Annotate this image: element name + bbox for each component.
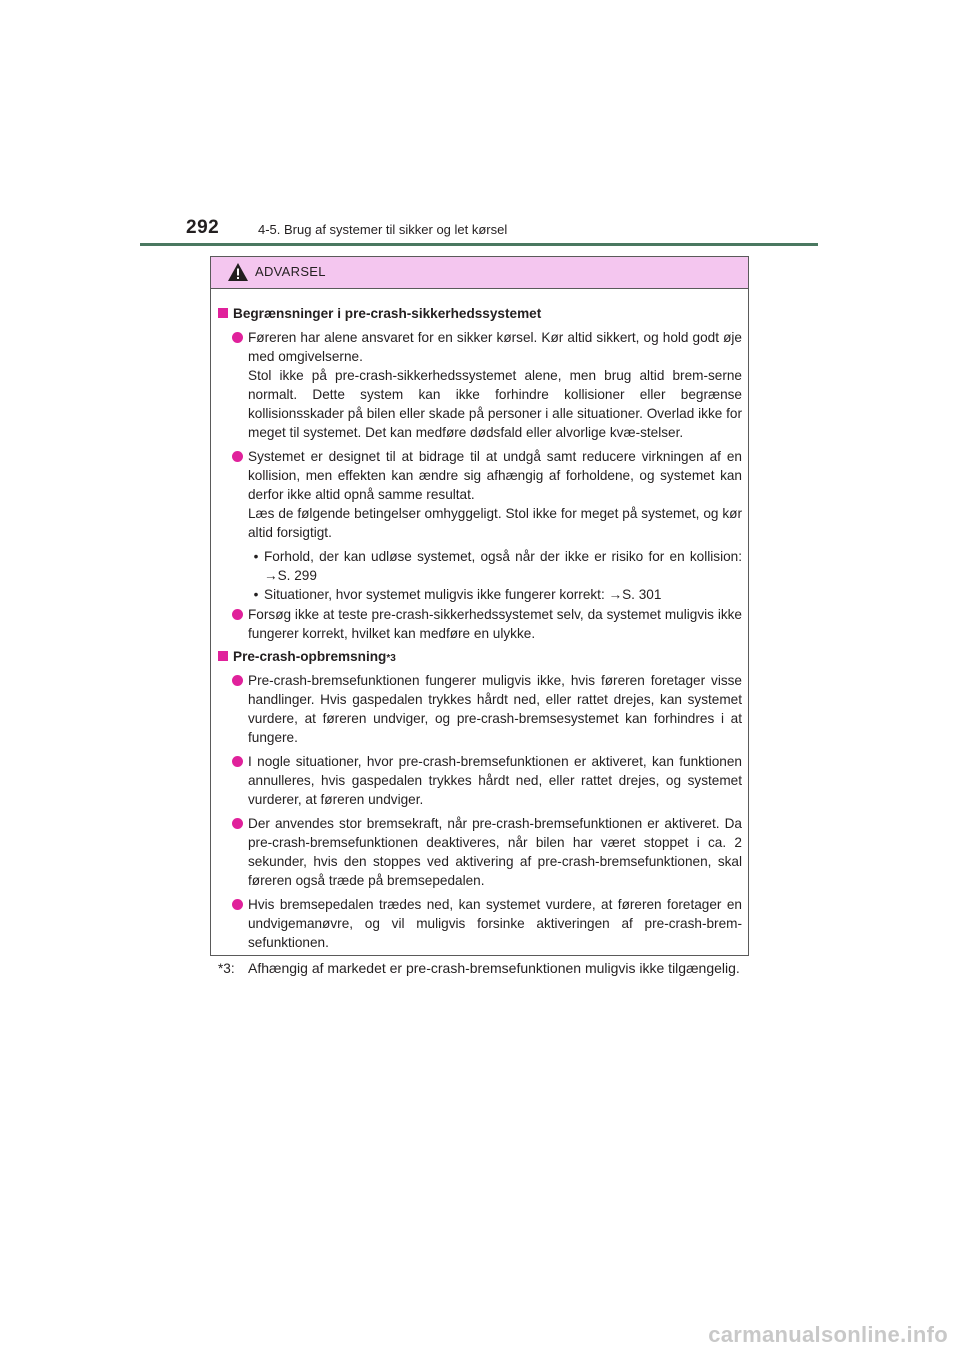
circle-bullet-icon <box>232 332 243 343</box>
paragraph: Læs de følgende betingelser omhyggeligt. Stol ikke for meget på systemet, og kør altid forsigtigt. <box>248 506 742 540</box>
sub-list-item <box>218 547 742 585</box>
footnote <box>218 958 742 979</box>
warning-box <box>210 256 749 976</box>
watermark: carmanualsonline.info <box>708 1322 948 1347</box>
page-header <box>0 0 960 246</box>
list-item <box>218 605 742 643</box>
paragraph: Hvis bremsepedalen trædes ned, kan systemet vurdere, at føreren foretager en undvigemanøvre, og vil muligvis forsinke aktiveringen af pre-crash-brem-sefunktionen. <box>248 897 742 950</box>
circle-bullet-icon <box>232 451 243 462</box>
list-item <box>218 814 742 890</box>
paragraph: I nogle situationer, hvor pre-crash-bremsefunktionen er aktiveret, kan funktionen annulleres, hvis gaspedalen trykkes hårdt ned, eller rattet drejes, og systemet vurderer, at føreren undviger. <box>248 754 742 807</box>
section-heading: Pre-crash-opbremsning *3 <box>218 647 742 666</box>
footnote-mark: *3: <box>218 961 235 976</box>
square-bullet-icon <box>218 308 228 318</box>
header-rule <box>140 243 818 246</box>
circle-bullet-icon <box>232 756 243 767</box>
paragraph: Føreren har alene ansvaret for en sikker kørsel. Kør altid sikkert, og hold godt øje med omgivelserne. <box>248 330 742 364</box>
sub-list-item <box>218 585 742 604</box>
sub-bullet-mark: • <box>253 549 259 564</box>
circle-bullet-icon <box>232 899 243 910</box>
section-title: 4-5. Brug af systemer til sikker og let kørsel <box>258 222 508 237</box>
cross-reference: Situationer, hvor systemet muligvis ikke fungerer korrekt: →S. 301 <box>264 587 662 602</box>
list-item <box>218 895 742 952</box>
list-item <box>218 447 742 542</box>
paragraph: Pre-crash-bremsefunktionen fungerer muligvis ikke, hvis føreren foretager visse handlinger. Hvis gaspedalen trykkes hårdt ned, eller rattet drejes, kan systemet vurdere, at føreren undviger, og pre-crash-bremsesystemet kan forhindres i at fungere. <box>248 673 742 745</box>
footnote-text: Afhængig af markedet er pre-crash-bremsefunktionen muligvis ikke tilgængelig. <box>248 960 740 976</box>
list-item <box>218 752 742 809</box>
warning-triangle-icon <box>227 262 249 282</box>
paragraph: Systemet er designet til at bidrage til at undgå samt reducere virkningen af en kollision, men effekten kan ændre sig afhængig af forholdene, og systemet kan derfor ikke altid opnå samme resultat. <box>248 449 742 502</box>
paragraph: Der anvendes stor bremsekraft, når pre-crash-bremsefunktionen er aktiveret. Da pre-crash-bremsefunktionen deaktiveres, når bilen har været stoppet i ca. 2 sekunder, hvis den stoppes ved aktivering af pre-crash-bremsefunktionen, skal føreren også træde på bremsepedalen. <box>248 816 742 888</box>
warning-body <box>211 289 748 979</box>
section-heading-text: Begrænsninger i pre-crash-sikkerhedssystemet <box>233 306 542 321</box>
cross-reference: Forhold, der kan udløse systemet, også når der ikke er risiko for en kollision: →S. 299 <box>264 549 742 583</box>
sub-bullet-mark: • <box>253 587 259 602</box>
list-item <box>218 671 742 747</box>
warning-header <box>211 257 748 289</box>
section-heading <box>218 304 742 323</box>
circle-bullet-icon <box>232 675 243 686</box>
paragraph: Stol ikke på pre-crash-sikkerhedssystemet alene, men brug altid brem-serne normalt. Dette system kan ikke forhindre kollisioner eller begrænse kollisionsskader på bilen eller skade på personer i alle situationer. Overlad ikke for meget til systemet. Det kan medføre dødsfald eller alvorlige kvæ-stelser. <box>248 368 742 440</box>
circle-bullet-icon <box>232 609 243 620</box>
section-heading-text: Pre-crash-opbremsning <box>233 649 387 664</box>
circle-bullet-icon <box>232 818 243 829</box>
warning-label: ADVARSEL <box>255 264 326 279</box>
paragraph: Forsøg ikke at teste pre-crash-sikkerhedssystemet selv, da systemet muligvis ikke fungerer korrekt, hvilket kan medføre en ulykke. <box>248 607 742 641</box>
list-item <box>218 328 742 442</box>
square-bullet-icon <box>218 651 228 661</box>
page-number: 292 <box>186 217 220 238</box>
